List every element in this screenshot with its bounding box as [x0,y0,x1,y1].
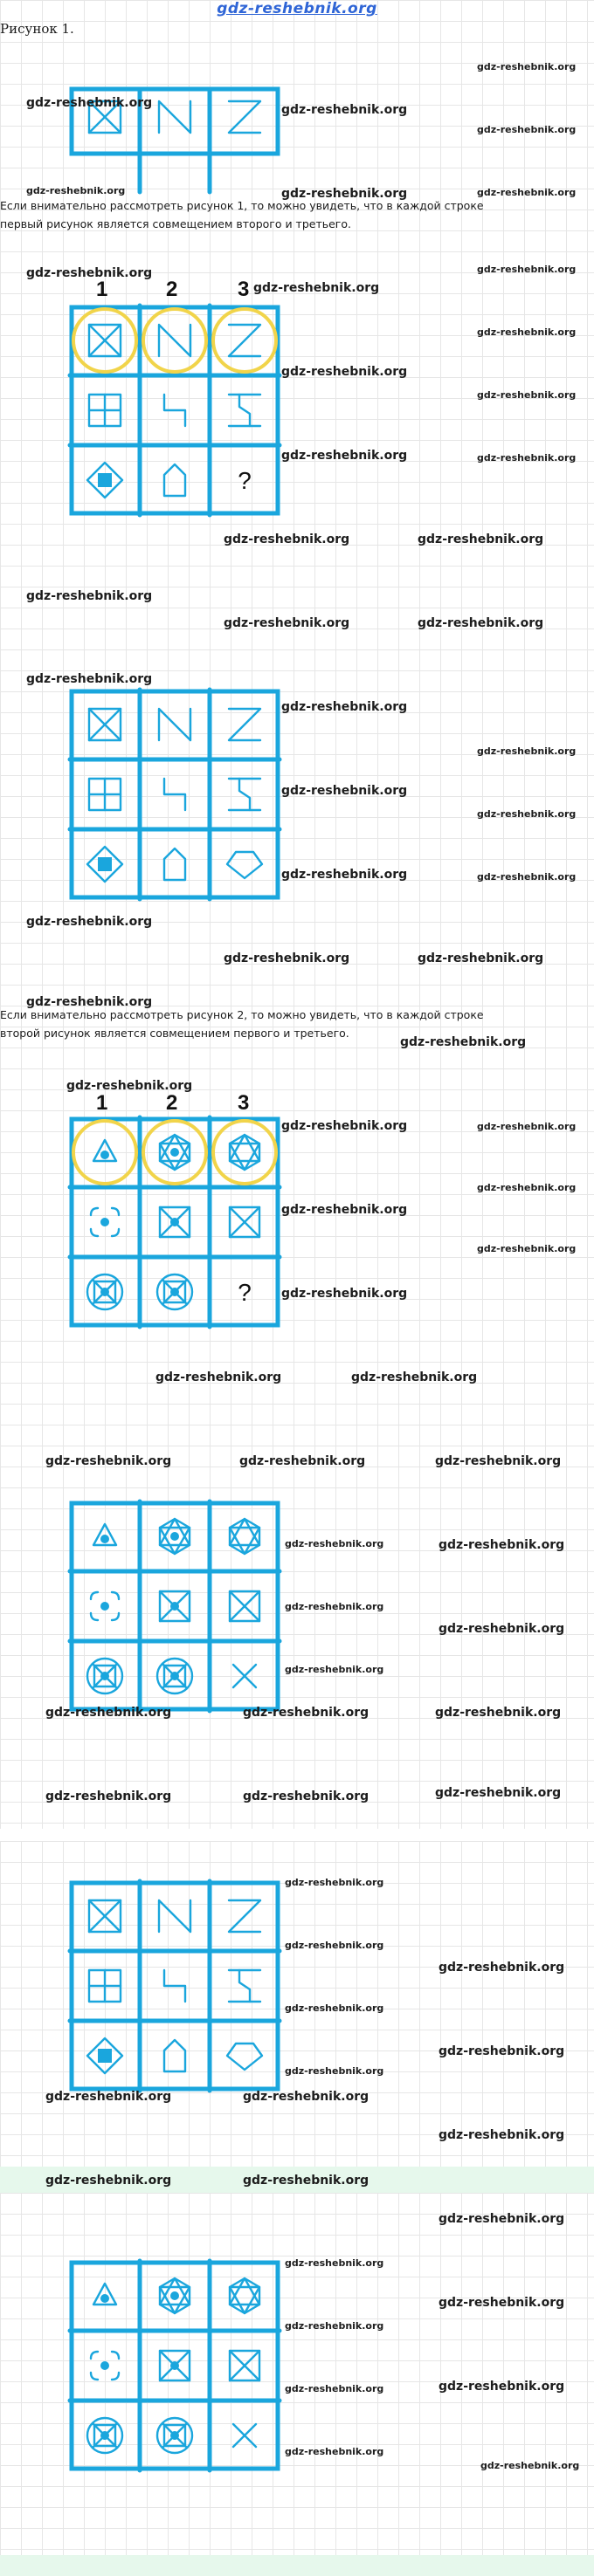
figure-caption: Рисунок 1. [0,21,74,37]
figure2-grid-solved [70,1501,280,1711]
paragraph-line: Если внимательно рассмотреть рисунок 1, то можно увидеть, что в каждой строке [0,199,484,212]
corners-dot-icon [91,2352,119,2380]
step-line-icon [164,1970,185,2002]
watermark: gdz-reshebnik.org [281,1203,408,1217]
column-number: 1 [96,1091,108,1115]
watermark: gdz-reshebnik.org [439,1622,565,1636]
watermark: gdz-reshebnik.org [281,784,408,798]
watermark: gdz-reshebnik.org [45,1706,172,1720]
column-number: 2 [166,278,178,301]
watermark: gdz-reshebnik.org [281,103,408,117]
watermark: gdz-reshebnik.org [477,326,577,338]
letter-n-icon [159,101,190,133]
watermark: gdz-reshebnik.org [418,616,544,630]
paragraph-line: Если внимательно рассмотреть рисунок 2, то можно увидеть, что в каждой строке [0,1008,484,1021]
window-icon [89,779,121,810]
x-mark-icon [233,2424,256,2447]
watermark: gdz-reshebnik.org [45,2090,172,2104]
watermark: gdz-reshebnik.org [285,1538,384,1549]
h-shape-icon [229,779,260,810]
watermark: gdz-reshebnik.org [224,532,350,546]
hexagon-star-dot-icon [160,2278,190,2313]
hexagon-star-icon [230,1135,259,1170]
corners-dot-icon [91,1208,119,1236]
watermark: gdz-reshebnik.org [477,1182,577,1193]
watermark: gdz-reshebnik.org [45,1454,172,1468]
watermark: gdz-reshebnik.org [439,2212,565,2226]
watermark: gdz-reshebnik.org [26,995,153,1009]
watermark: gdz-reshebnik.org [26,672,153,686]
hexagon-star-dot-icon [160,1519,190,1554]
pentagon-icon [164,464,185,496]
circle-cross-dot-icon [87,1274,122,1309]
site-title[interactable]: gdz-reshebnik.org [217,0,377,17]
figure2-grid [70,1117,280,1327]
watermark: gdz-reshebnik.org [439,2296,565,2310]
step-line-icon [164,395,185,426]
watermark: gdz-reshebnik.org [351,1370,478,1384]
watermark: gdz-reshebnik.org [477,389,577,401]
watermark: gdz-reshebnik.org [26,96,153,110]
column-number: 3 [238,1091,250,1115]
explanation-paragraph [0,196,559,233]
watermark: gdz-reshebnik.org [285,2383,384,2394]
triangle-dot-icon [93,1140,116,1161]
watermark: gdz-reshebnik.org [477,187,577,198]
diamond-square-icon [87,847,122,882]
watermark: gdz-reshebnik.org [26,266,153,280]
h-shape-icon [229,1970,260,2002]
question-mark: ? [238,467,252,494]
watermark: gdz-reshebnik.org [435,1786,562,1800]
crossed-square-dot-icon [160,1591,190,1621]
window-icon [89,395,121,426]
crossed-square-dot-icon [160,1207,190,1237]
gem-icon [227,2044,262,2070]
watermark: gdz-reshebnik.org [285,2065,384,2077]
highlight-circle [213,1121,276,1184]
hexagon-star-icon [230,2278,259,2313]
watermark: gdz-reshebnik.org [155,1370,282,1384]
pentagon-icon [164,2040,185,2071]
watermark: gdz-reshebnik.org [477,808,577,820]
z-shape-icon [229,325,260,356]
watermark: gdz-reshebnik.org [66,1079,193,1093]
paragraph-line: первый рисунок является совмещением второго и третьего. [0,217,351,230]
watermark: gdz-reshebnik.org [239,1454,366,1468]
corners-dot-icon [91,1592,119,1620]
window-icon [89,1970,121,2002]
crossed-square-icon [230,1591,259,1621]
watermark: gdz-reshebnik.org [477,745,577,757]
watermark: gdz-reshebnik.org [281,1287,408,1301]
watermark: gdz-reshebnik.org [477,1121,577,1132]
watermark: gdz-reshebnik.org [281,700,408,714]
column-number: 3 [238,278,250,301]
z-shape-icon [229,709,260,740]
watermark: gdz-reshebnik.org [281,187,408,201]
watermark: gdz-reshebnik.org [439,2128,565,2142]
x-mark-icon [233,1665,256,1687]
watermark: gdz-reshebnik.org [26,185,126,196]
circle-cross-dot-icon [157,2418,192,2453]
z-shape-icon [229,101,260,133]
watermark: gdz-reshebnik.org [285,1877,384,1888]
watermark: gdz-reshebnik.org [45,2174,172,2188]
question-mark: ? [238,1279,252,1306]
crossed-square-icon [230,1207,259,1237]
watermark: gdz-reshebnik.org [281,1119,408,1133]
watermark: gdz-reshebnik.org [281,868,408,882]
circle-cross-dot-icon [157,1659,192,1693]
paragraph-line: второй рисунок является совмещением первого и третьего. [0,1027,349,1040]
diamond-square-icon [87,463,122,498]
crossed-square-dot-icon [160,2351,190,2380]
watermark: gdz-reshebnik.org [26,589,153,603]
watermark: gdz-reshebnik.org [224,951,350,965]
watermark: gdz-reshebnik.org [418,951,544,965]
watermark: gdz-reshebnik.org [439,1538,565,1552]
watermark: gdz-reshebnik.org [281,365,408,379]
watermark: gdz-reshebnik.org [439,2044,565,2058]
watermark: gdz-reshebnik.org [439,2380,565,2394]
crossed-square-icon [89,1900,121,1932]
hexagon-star-dot-icon [160,1135,190,1170]
circle-cross-dot-icon [87,2418,122,2453]
letter-n-icon [159,709,190,740]
letter-n-icon [159,325,190,356]
watermark: gdz-reshebnik.org [285,2257,384,2269]
watermark: gdz-reshebnik.org [285,2446,384,2457]
diamond-square-icon [87,2038,122,2073]
column-number: 2 [166,1091,178,1115]
figure1-grid [70,306,280,515]
step-line-icon [164,779,185,810]
watermark: gdz-reshebnik.org [477,264,577,275]
watermark: gdz-reshebnik.org [243,1789,370,1803]
z-shape-icon [229,1900,260,1932]
triangle-dot-icon [93,1524,116,1545]
figure2-grid-solved-repeat [70,2261,280,2470]
letter-n-icon [159,1900,190,1932]
figure1-grid-solved-repeat [70,1881,280,2091]
circle-cross-dot-icon [87,1659,122,1693]
crossed-square-icon [230,2351,259,2380]
watermark: gdz-reshebnik.org [253,281,380,295]
watermark: gdz-reshebnik.org [480,2460,580,2471]
watermark: gdz-reshebnik.org [285,1664,384,1675]
section-gap [0,1829,594,1841]
watermark: gdz-reshebnik.org [243,2090,370,2104]
circle-cross-dot-icon [157,1274,192,1309]
watermark: gdz-reshebnik.org [285,1601,384,1612]
hexagon-star-icon [230,1519,259,1554]
pentagon-icon [164,848,185,880]
triangle-dot-icon [93,2284,116,2305]
section-band [0,2555,594,2576]
watermark: gdz-reshebnik.org [400,1035,527,1049]
watermark: gdz-reshebnik.org [439,1961,565,1975]
watermark: gdz-reshebnik.org [477,452,577,464]
crossed-square-icon [89,709,121,740]
column-number: 1 [96,278,108,301]
gem-icon [227,852,262,878]
watermark: gdz-reshebnik.org [435,1454,562,1468]
watermark: gdz-reshebnik.org [45,1789,172,1803]
watermark: gdz-reshebnik.org [477,124,577,135]
watermark: gdz-reshebnik.org [477,1243,577,1254]
watermark: gdz-reshebnik.org [285,1940,384,1951]
watermark: gdz-reshebnik.org [243,2174,370,2188]
crossed-square-icon [89,325,121,356]
watermark: gdz-reshebnik.org [281,449,408,463]
watermark: gdz-reshebnik.org [477,61,577,72]
watermark: gdz-reshebnik.org [26,915,153,929]
watermark: gdz-reshebnik.org [285,2320,384,2332]
h-shape-icon [229,395,260,426]
watermark: gdz-reshebnik.org [285,2002,384,2014]
watermark: gdz-reshebnik.org [243,1706,370,1720]
watermark: gdz-reshebnik.org [477,871,577,883]
figure1-grid-solved [70,690,280,899]
watermark: gdz-reshebnik.org [418,532,544,546]
watermark: gdz-reshebnik.org [224,616,350,630]
watermark: gdz-reshebnik.org [435,1706,562,1720]
